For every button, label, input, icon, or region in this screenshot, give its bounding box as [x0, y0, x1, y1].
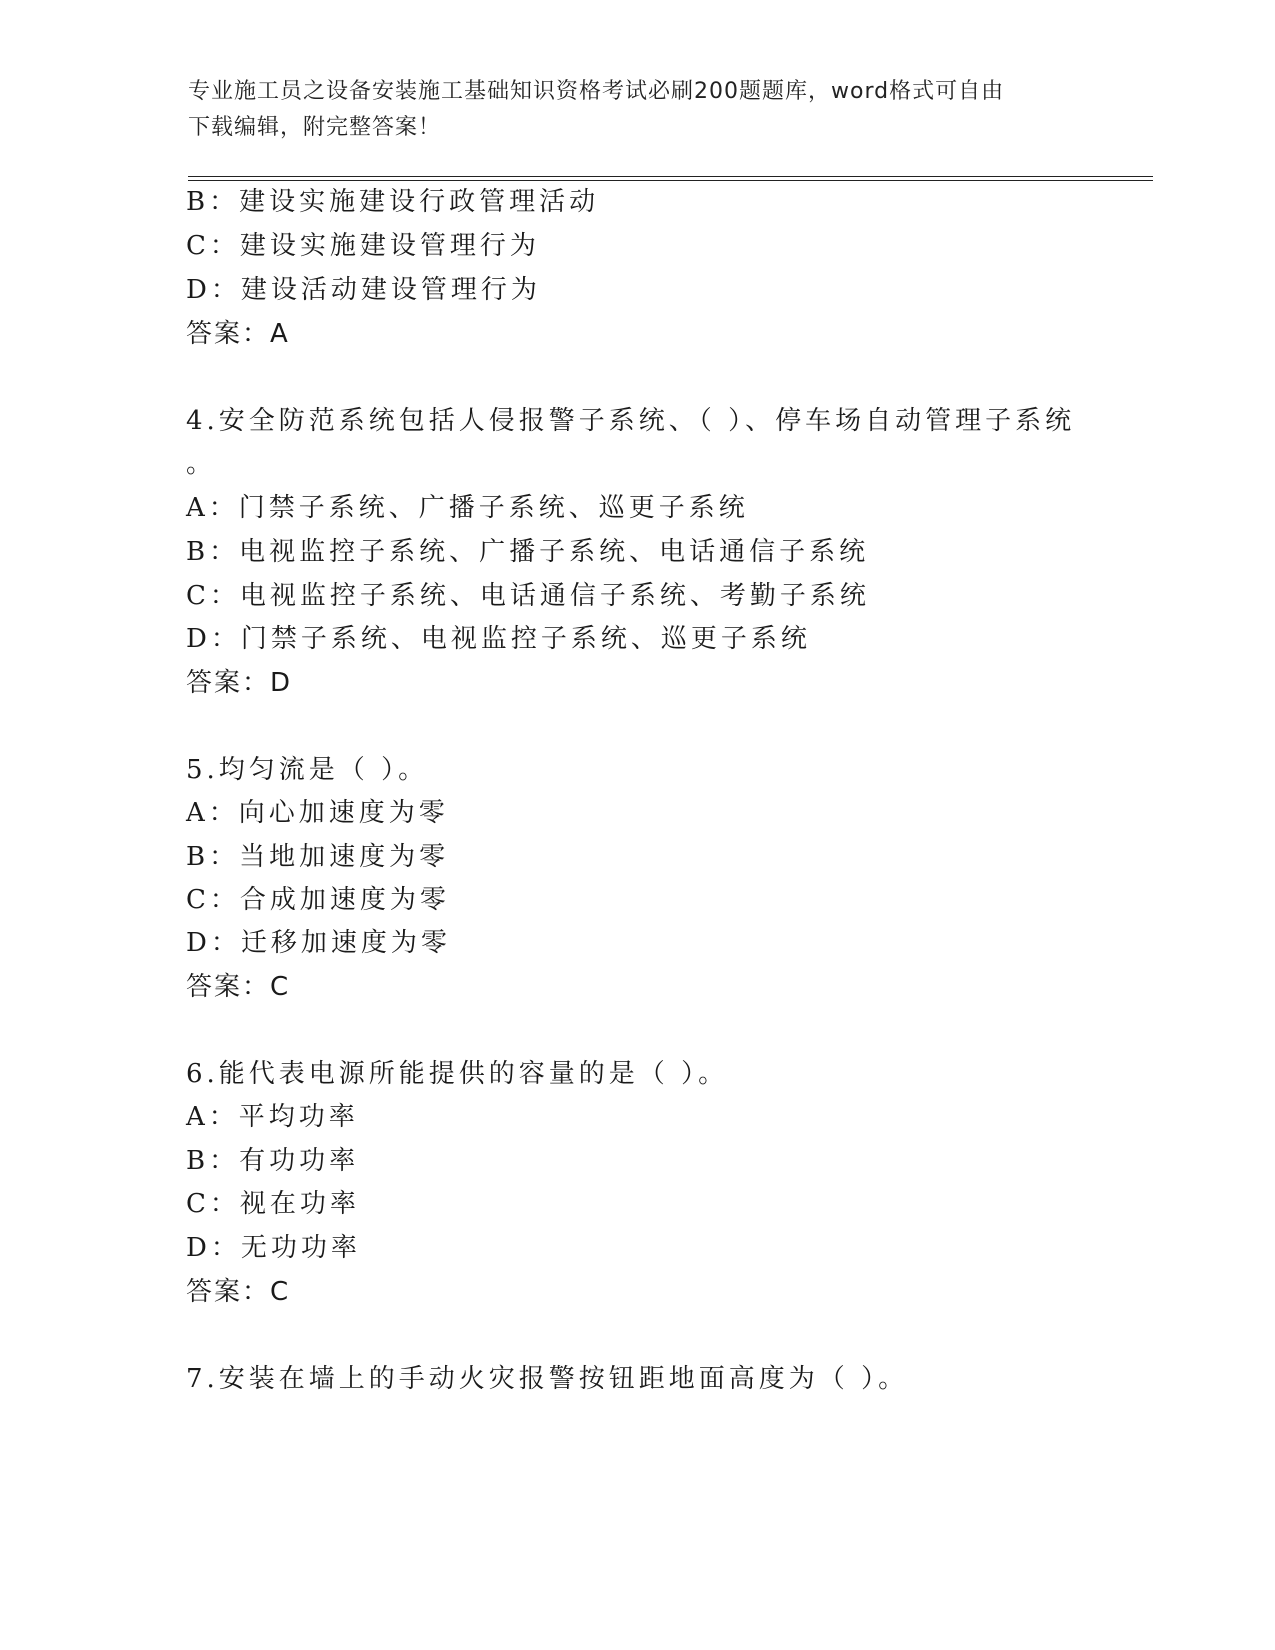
- q5-option-a: A：向心加速度为零: [186, 798, 449, 828]
- q3-option-b: B：建设实施建设行政管理活动: [186, 187, 600, 217]
- q6-answer: 答案：C: [186, 1277, 291, 1307]
- q4-option-a: A：门禁子系统、广播子系统、巡更子系统: [186, 493, 749, 523]
- q4-option-b: B：电视监控子系统、广播子系统、电话通信子系统: [186, 537, 870, 567]
- q6-option-d: D：无功功率: [186, 1233, 361, 1263]
- q5-option-d: D：迁移加速度为零: [186, 928, 451, 958]
- q3-option-d: D：建设活动建设管理行为: [186, 275, 541, 305]
- q6-option-c: C：视在功率: [186, 1189, 360, 1219]
- q3-answer: 答案：A: [186, 319, 290, 349]
- q6-stem: 6.能代表电源所能提供的容量的是（ ）。: [186, 1059, 729, 1089]
- header-line-2: 下载编辑，附完整答案！: [188, 115, 442, 140]
- q5-answer: 答案：C: [186, 972, 291, 1002]
- header-line-1: 专业施工员之设备安装施工基础知识资格考试必刷200题题库，word格式可自由: [188, 79, 1005, 104]
- q4-stem: 4.安全防范系统包括人侵报警子系统、（ ）、停车场自动管理子系统: [186, 406, 1076, 436]
- q5-stem: 5.均匀流是（ ）。: [186, 755, 429, 785]
- document-header: [188, 74, 1068, 146]
- q3-option-c: C：建设实施建设管理行为: [186, 231, 540, 261]
- q5-option-c: C：合成加速度为零: [186, 885, 450, 915]
- q4-stem-tail: 。: [186, 449, 217, 479]
- q4-answer: 答案：D: [186, 668, 293, 698]
- q5-option-b: B：当地加速度为零: [186, 842, 450, 872]
- q6-option-a: A：平均功率: [186, 1102, 359, 1132]
- header-divider: [188, 176, 1153, 181]
- q4-option-d: D：门禁子系统、电视监控子系统、巡更子系统: [186, 624, 811, 654]
- q4-option-c: C：电视监控子系统、电话通信子系统、考勤子系统: [186, 581, 870, 611]
- q7-stem: 7.安装在墙上的手动火灾报警按钮距地面高度为（ ）。: [186, 1364, 909, 1394]
- q6-option-b: B：有功功率: [186, 1146, 360, 1176]
